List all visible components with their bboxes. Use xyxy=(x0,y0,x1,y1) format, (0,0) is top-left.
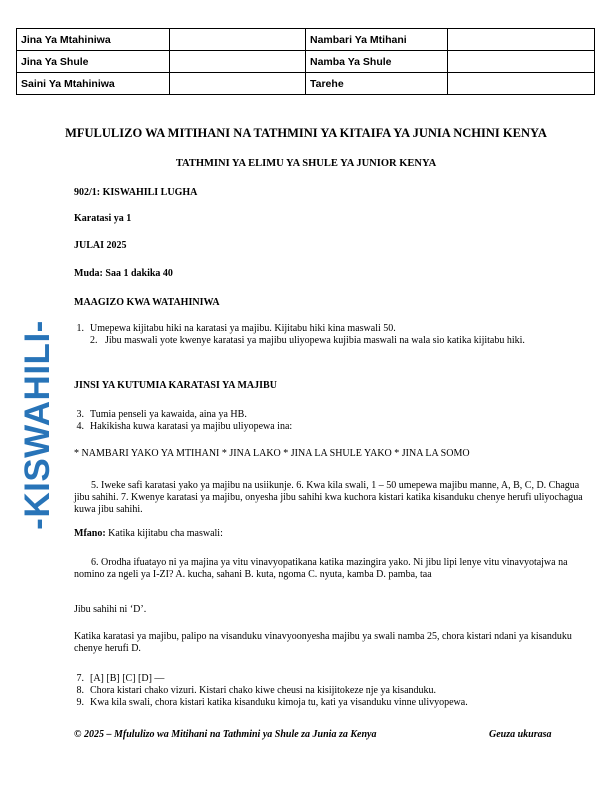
candidate-details-table xyxy=(16,28,595,95)
item-number: 4. xyxy=(76,421,84,432)
candidate-name-label: Jina Ya Mtahiniwa xyxy=(17,29,170,51)
example-note: Katika karatasi ya majibu, palipo na visanduku vinavyoonyesha majibu ya swali namba 25, chora kistari ndani ya kisanduku chenye herufi D. xyxy=(74,631,572,654)
marking-rules-list xyxy=(60,673,590,709)
item-number: 8. xyxy=(76,685,84,696)
school-number-label: Namba Ya Shule xyxy=(306,51,448,73)
item-text: Hakikisha kuwa karatasi ya majibu uliyopewa ina: xyxy=(90,421,293,432)
item-number: 3. xyxy=(76,409,84,420)
item-text: Tumia penseli ya kawaida, aina ya HB. xyxy=(90,409,247,420)
signature-field[interactable] xyxy=(170,73,306,95)
instruction-paragraph: 5. Iweke safi karatasi yako ya majibu na usiikunje. 6. Kwa kila swali, 1 – 50 umepewa majibu manne, A, B, C, D. Chagua jibu sahihi. 7. Kwenye karatasi ya majibu, onyesha jibu sahihi kwa kuchora kistari katika kisanduku chenye herufi uliyochagua kuwa jibu sahihi. xyxy=(74,480,583,515)
answer-sheet-list xyxy=(60,409,590,433)
instructions-list xyxy=(60,323,590,347)
item-text: [A] [B] [C] [D] — xyxy=(90,673,165,684)
index-number-field[interactable] xyxy=(448,29,595,51)
exam-duration: Muda: Saa 1 dakika 40 xyxy=(74,268,173,279)
page-subtitle: TATHMINI YA ELIMU YA SHULE YA JUNIOR KENYA xyxy=(175,158,437,169)
school-name-label: Jina Ya Shule xyxy=(17,51,170,73)
turn-over-text: Geuza ukurasa xyxy=(489,729,552,740)
required-fields-line: * NAMBARI YAKO YA MTIHANI * JINA LAKO * JINA LA SHULE YAKO * JINA LA SOMO xyxy=(74,448,470,459)
exam-date: JULAI 2025 xyxy=(74,240,127,251)
item-text: Chora kistari chako vizuri. Kistari chako kiwe cheusi na kisijitokeze nje ya kisanduku. xyxy=(90,685,437,696)
index-number-label: Nambari Ya Mtihani xyxy=(306,29,448,51)
example-label-text: Katika kijitabu cha maswali: xyxy=(105,528,223,539)
item-text: Umepewa kijitabu hiki na karatasi ya majibu. Kijitabu hiki kina maswali 50. xyxy=(90,323,396,334)
table-row xyxy=(17,29,595,51)
date-label: Tarehe xyxy=(306,73,448,95)
school-number-field[interactable] xyxy=(448,51,595,73)
item-number: 7. xyxy=(76,673,84,684)
list-item xyxy=(60,335,590,347)
table-row xyxy=(17,51,595,73)
paper-number: Karatasi ya 1 xyxy=(74,213,132,224)
example-question: 6. Orodha ifuatayo ni ya majina ya vitu vinavyopatikana katika mazingira yako. Ni jibu lipi lenye vitu vinavyotajwa na nomino za ngeli ya I-ZI? A. kucha, sahani B. kuta, ngoma C. nyuta, kamba D. pamba, taa xyxy=(74,557,568,580)
signature-label: Saini Ya Mtahiniwa xyxy=(17,73,170,95)
table-row xyxy=(17,73,595,95)
page-footer xyxy=(74,729,594,740)
item-text: Jibu maswali yote kwenye karatasi ya majibu uliyopewa kujibia maswali na wala sio katika kijitabu hiki. xyxy=(105,335,525,346)
list-item xyxy=(60,421,590,433)
list-item xyxy=(60,673,590,685)
candidate-name-field[interactable] xyxy=(170,29,306,51)
item-number: 2. xyxy=(90,335,98,346)
item-text: Kwa kila swali, chora kistari katika kisanduku kimoja tu, kati ya visanduku vinne ulivyopewa. xyxy=(90,697,468,708)
copyright-text: © 2025 – Mfululizo wa Mitihani na Tathmini ya Shule za Junia za Kenya xyxy=(74,729,377,740)
subject-side-label xyxy=(18,305,58,545)
example-intro xyxy=(74,528,590,540)
list-item xyxy=(60,409,590,421)
instructions-heading: MAAGIZO KWA WATAHINIWA xyxy=(74,297,220,308)
date-field[interactable] xyxy=(448,73,595,95)
item-number: 1. xyxy=(76,323,84,334)
item-number: 9. xyxy=(76,697,84,708)
page-title: MFULULIZO WA MITIHANI NA TATHMINI YA KITAIFA YA JUNIA NCHINI KENYA xyxy=(65,126,547,140)
list-item xyxy=(60,697,590,709)
answer-sheet-heading: JINSI YA KUTUMIA KARATASI YA MAJIBU xyxy=(74,380,277,391)
example-label: Mfano: xyxy=(74,528,106,539)
list-item xyxy=(60,323,590,335)
school-name-field[interactable] xyxy=(170,51,306,73)
paper-code: 902/1: KISWAHILI LUGHA xyxy=(74,187,198,198)
list-item xyxy=(60,685,590,697)
subject-side-label-text: -KISWAHILI- xyxy=(18,320,58,530)
example-answer: Jibu sahihi ni ‘D’. xyxy=(74,604,147,615)
